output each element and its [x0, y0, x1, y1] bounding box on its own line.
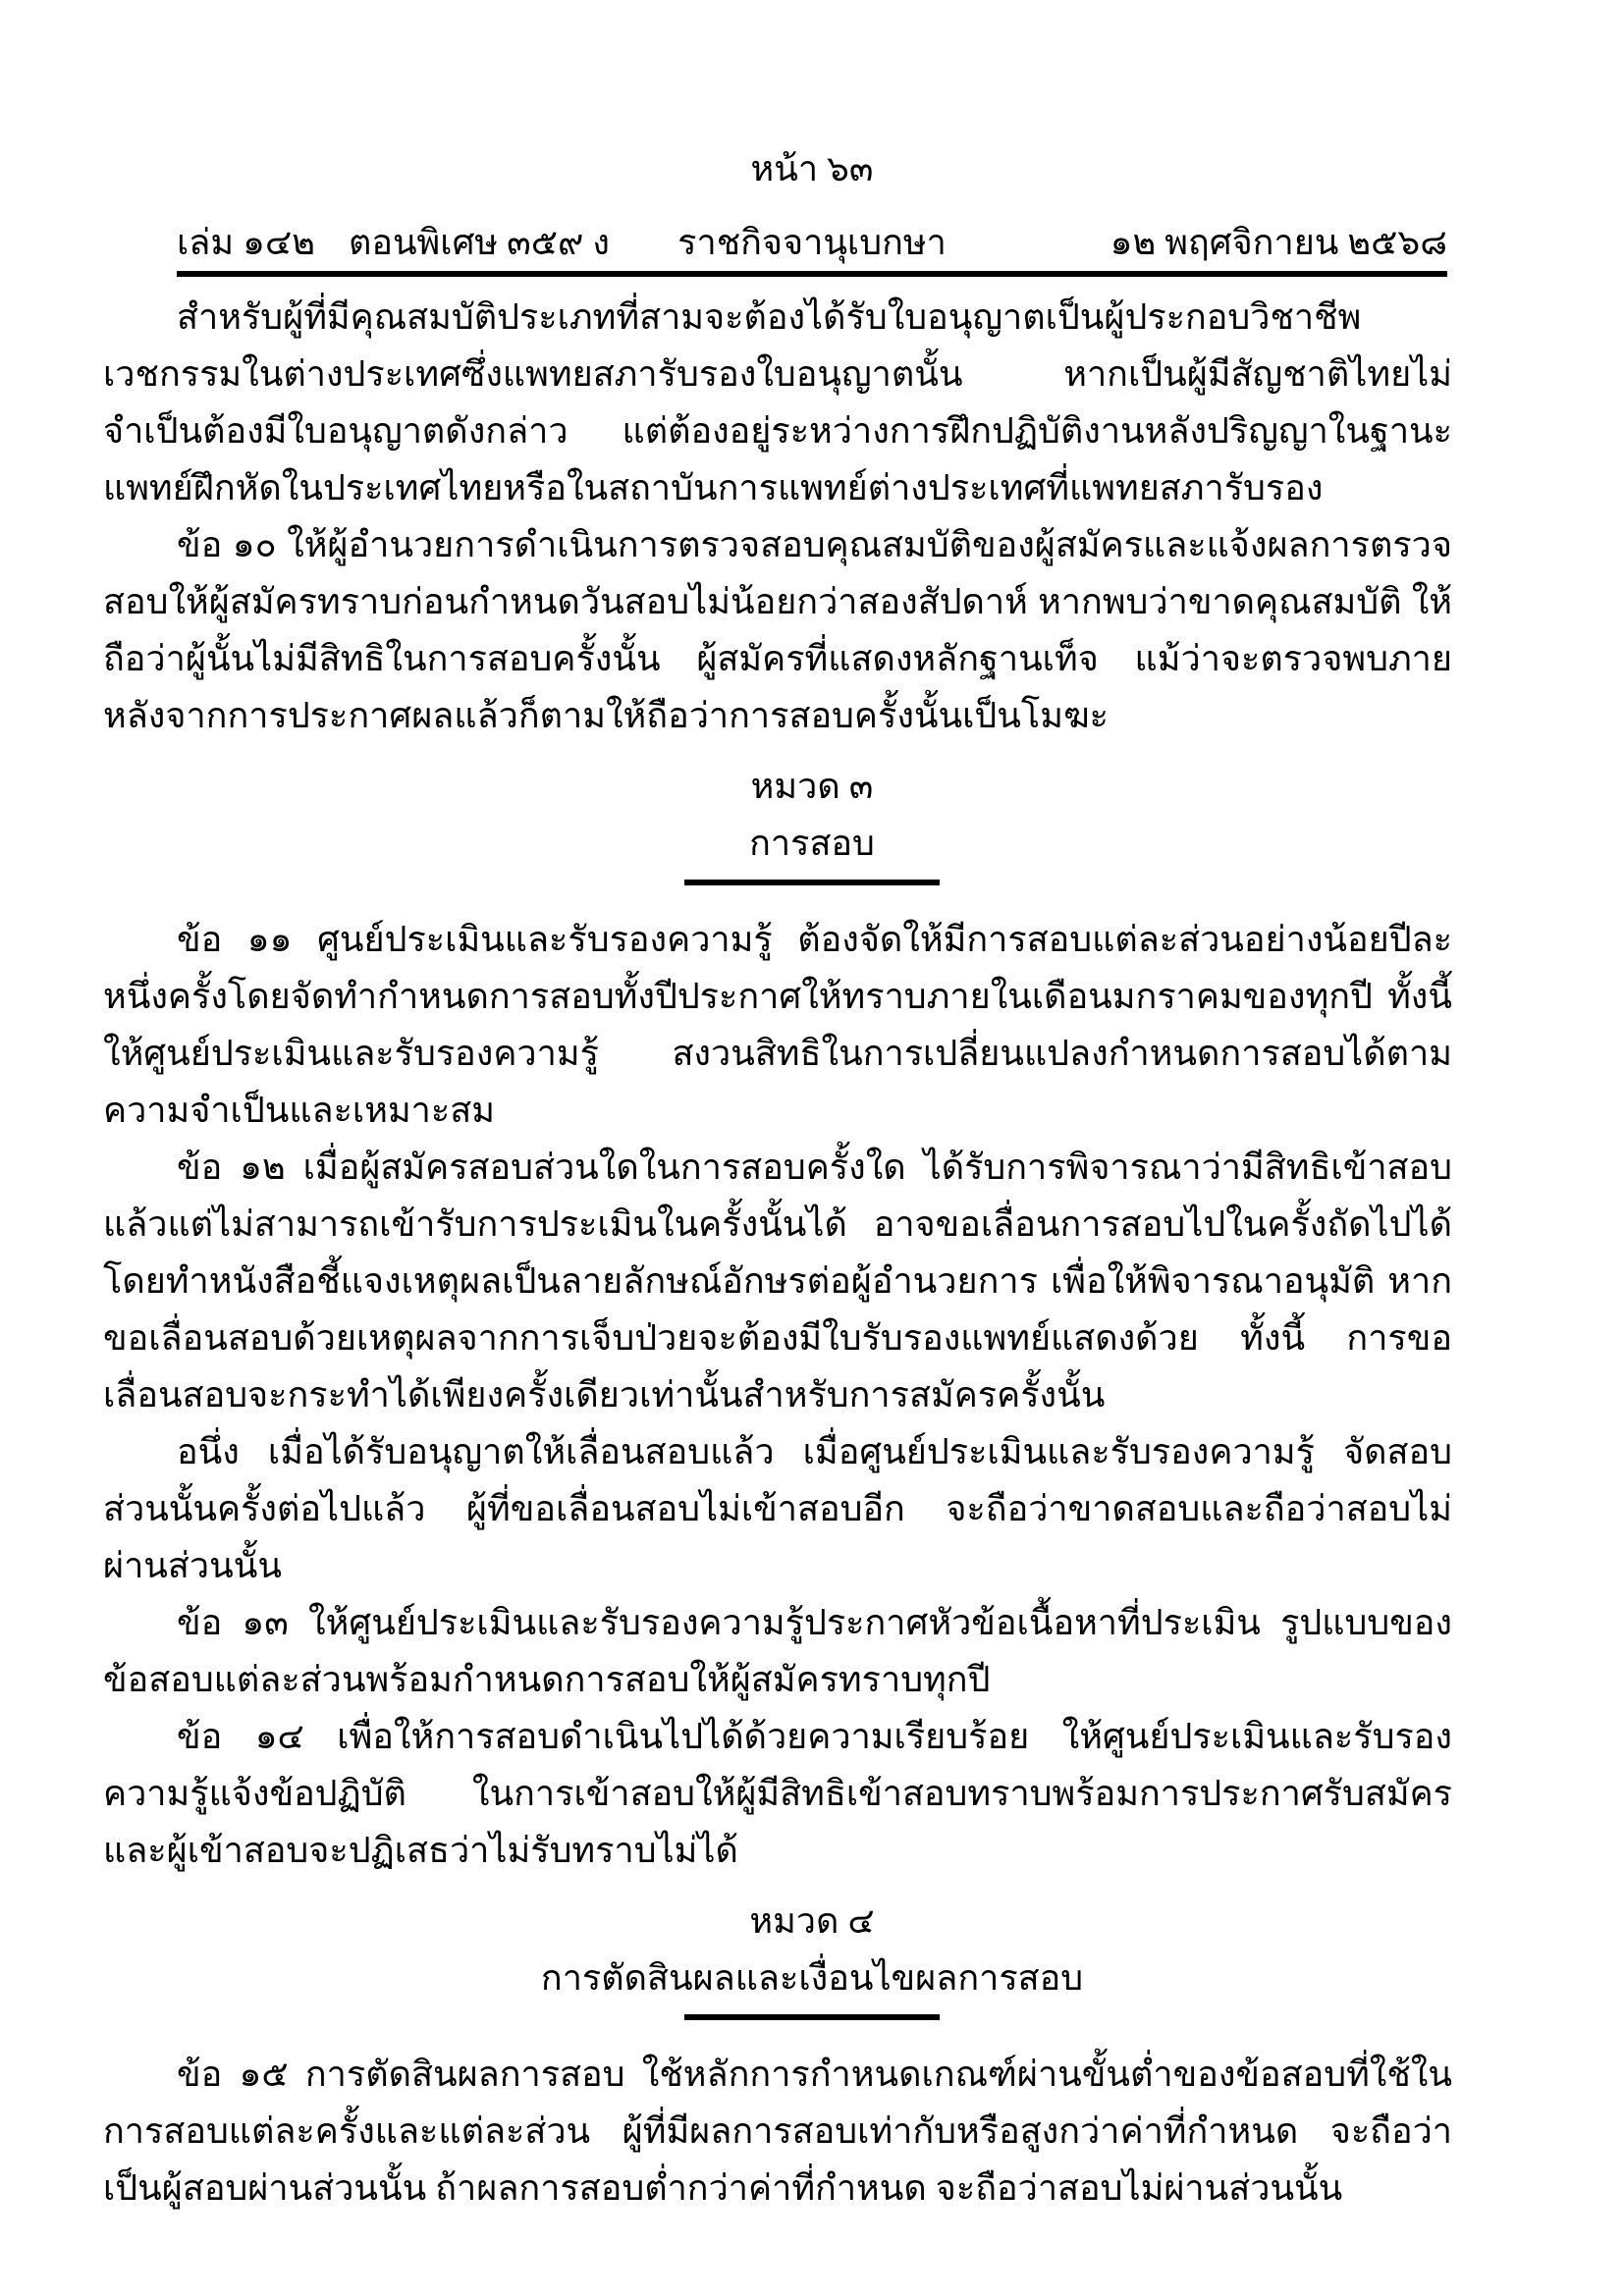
chapter-3-heading	[137, 758, 1487, 885]
chapter-3-divider	[684, 880, 940, 885]
paragraph-clause-14: ข้อ ๑๔ เพื่อให้การสอบดำเนินไปได้ด้วยความเรียบร้อย ให้ศูนย์ประเมินและรับรองความรู้แจ้งข้อปฏิบัติ ในการเข้าสอบให้ผู้มีสิทธิเข้าสอบทราบพร้อมการประกาศรับสมัคร และผู้เข้าสอบจะปฏิเสธว่าไม่รับทราบไม่ได้	[103, 1717, 1452, 1870]
issue-label: ตอนพิเศษ ๓๕๙ ง	[348, 223, 610, 262]
paragraph-clause-15: ข้อ ๑๕ การตัดสินผลการสอบ ใช้หลักการกำหนดเกณฑ์ผ่านขั้นต่ำของข้อสอบที่ใช้ในการสอบแต่ละครั้งและแต่ละส่วน ผู้ที่มีผลการสอบเท่ากับหรือสูงกว่าค่าที่กำหนด จะถือว่าเป็นผู้สอบผ่านส่วนนั้น ถ้าผลการสอบต่ำกว่าค่าที่กำหนด จะถือว่าสอบไม่ผ่านส่วนนั้น	[103, 2055, 1452, 2208]
gazette-date: ๑๒ พฤศจิกายน ๒๕๖๘	[1110, 223, 1447, 262]
spacer	[103, 2020, 1452, 2046]
chapter-4-heading	[137, 1893, 1487, 2020]
paragraph-intro: สำหรับผู้ที่มีคุณสมบัติประเภทที่สามจะต้องได้รับใบอนุญาตเป็นผู้ประกอบวิชาชีพเวชกรรมในต่างประเทศซึ่งแพทยสภารับรองใบอนุญาตนั้น หากเป็นผู้มีสัญชาติไทยไม่จำเป็นต้องมีใบอนุญาตดังกล่าว แต่ต้องอยู่ระหว่างการฝึกปฏิบัติงานหลังปริญญาในฐานะแพทย์ฝึกหัดในประเทศไทยหรือในสถาบันการแพทย์ต่างประเทศที่แพทยสภารับรอง	[103, 297, 1452, 507]
header-divider	[177, 271, 1447, 277]
chapter-3-title: การสอบ	[749, 824, 875, 863]
paragraph-clause-10: ข้อ ๑๐ ให้ผู้อำนวยการดำเนินการตรวจสอบคุณสมบัติของผู้สมัครและแจ้งผลการตรวจสอบให้ผู้สมัครทราบก่อนกำหนดวันสอบไม่น้อยกว่าสองสัปดาห์ หากพบว่าขาดคุณสมบัติ ให้ถือว่าผู้นั้นไม่มีสิทธิในการสอบครั้งนั้น ผู้สมัครที่แสดงหลักฐานเท็จ แม้ว่าจะตรวจพบภายหลังจากการประกาศผลแล้วก็ตามให้ถือว่าการสอบครั้งนั้นเป็นโมฆะ	[103, 525, 1452, 735]
spacer	[103, 885, 1452, 911]
paragraph-clause-11: ข้อ ๑๑ ศูนย์ประเมินและรับรองความรู้ ต้องจัดให้มีการสอบแต่ละส่วนอย่างน้อยปีละหนึ่งครั้งโดยจัดทำกำหนดการสอบทั้งปีประกาศให้ทราบภายในเดือนมกราคมของทุกปี ทั้งนี้ ให้ศูนย์ประเมินและรับรองความรู้ สงวนสิทธิในการเปลี่ยนแปลงกำหนดการสอบได้ตามความจำเป็นและเหมาะสม	[103, 920, 1452, 1130]
page-number-label: หน้า ๖๓	[750, 149, 874, 188]
paragraph-note: อนึ่ง เมื่อได้รับอนุญาตให้เลื่อนสอบแล้ว เมื่อศูนย์ประเมินและรับรองความรู้ จัดสอบส่วนนั้นครั้งต่อไปแล้ว ผู้ที่ขอเลื่อนสอบไม่เข้าสอบอีก จะถือว่าขาดสอบและถือว่าสอบไม่ผ่านส่วนนั้น	[103, 1432, 1452, 1585]
chapter-3-label: หมวด ๓	[750, 767, 874, 806]
paragraph-clause-13: ข้อ ๑๓ ให้ศูนย์ประเมินและรับรองความรู้ประกาศหัวข้อเนื้อหาที่ประเมิน รูปแบบของข้อสอบแต่ละส่วนพร้อมกำหนดการสอบให้ผู้สมัครทราบทุกปี	[103, 1603, 1452, 1699]
gazette-name: ราชกิจจานุเบกษา	[677, 223, 947, 262]
chapter-4-title: การตัดสินผลและเงื่อนไขผลการสอบ	[540, 1958, 1084, 1998]
gazette-header-row	[177, 218, 1447, 267]
paragraph-clause-12: ข้อ ๑๒ เมื่อผู้สมัครสอบส่วนใดในการสอบครั้งใด ได้รับการพิจารณาว่ามีสิทธิเข้าสอบแล้วแต่ไม่สามารถเข้ารับการประเมินในครั้งนั้นได้ อาจขอเลื่อนการสอบไปในครั้งถัดไปได้ โดยทำหนังสือชี้แจงเหตุผลเป็นลายลักษณ์อักษรต่อผู้อำนวยการ เพื่อให้พิจารณาอนุมัติ หากขอเลื่อนสอบด้วยเหตุผลจากการเจ็บป่วยจะต้องมีใบรับรองแพทย์แสดงด้วย ทั้งนี้ การขอเลื่อนสอบจะกระทำได้เพียงครั้งเดียวเท่านั้นสำหรับการสมัครครั้งนั้น	[103, 1148, 1452, 1415]
document-body	[103, 289, 1452, 2216]
volume-label: เล่ม ๑๔๒	[177, 223, 315, 262]
chapter-4-divider	[684, 2014, 940, 2020]
chapter-4-label: หมวด ๔	[749, 1901, 875, 1941]
